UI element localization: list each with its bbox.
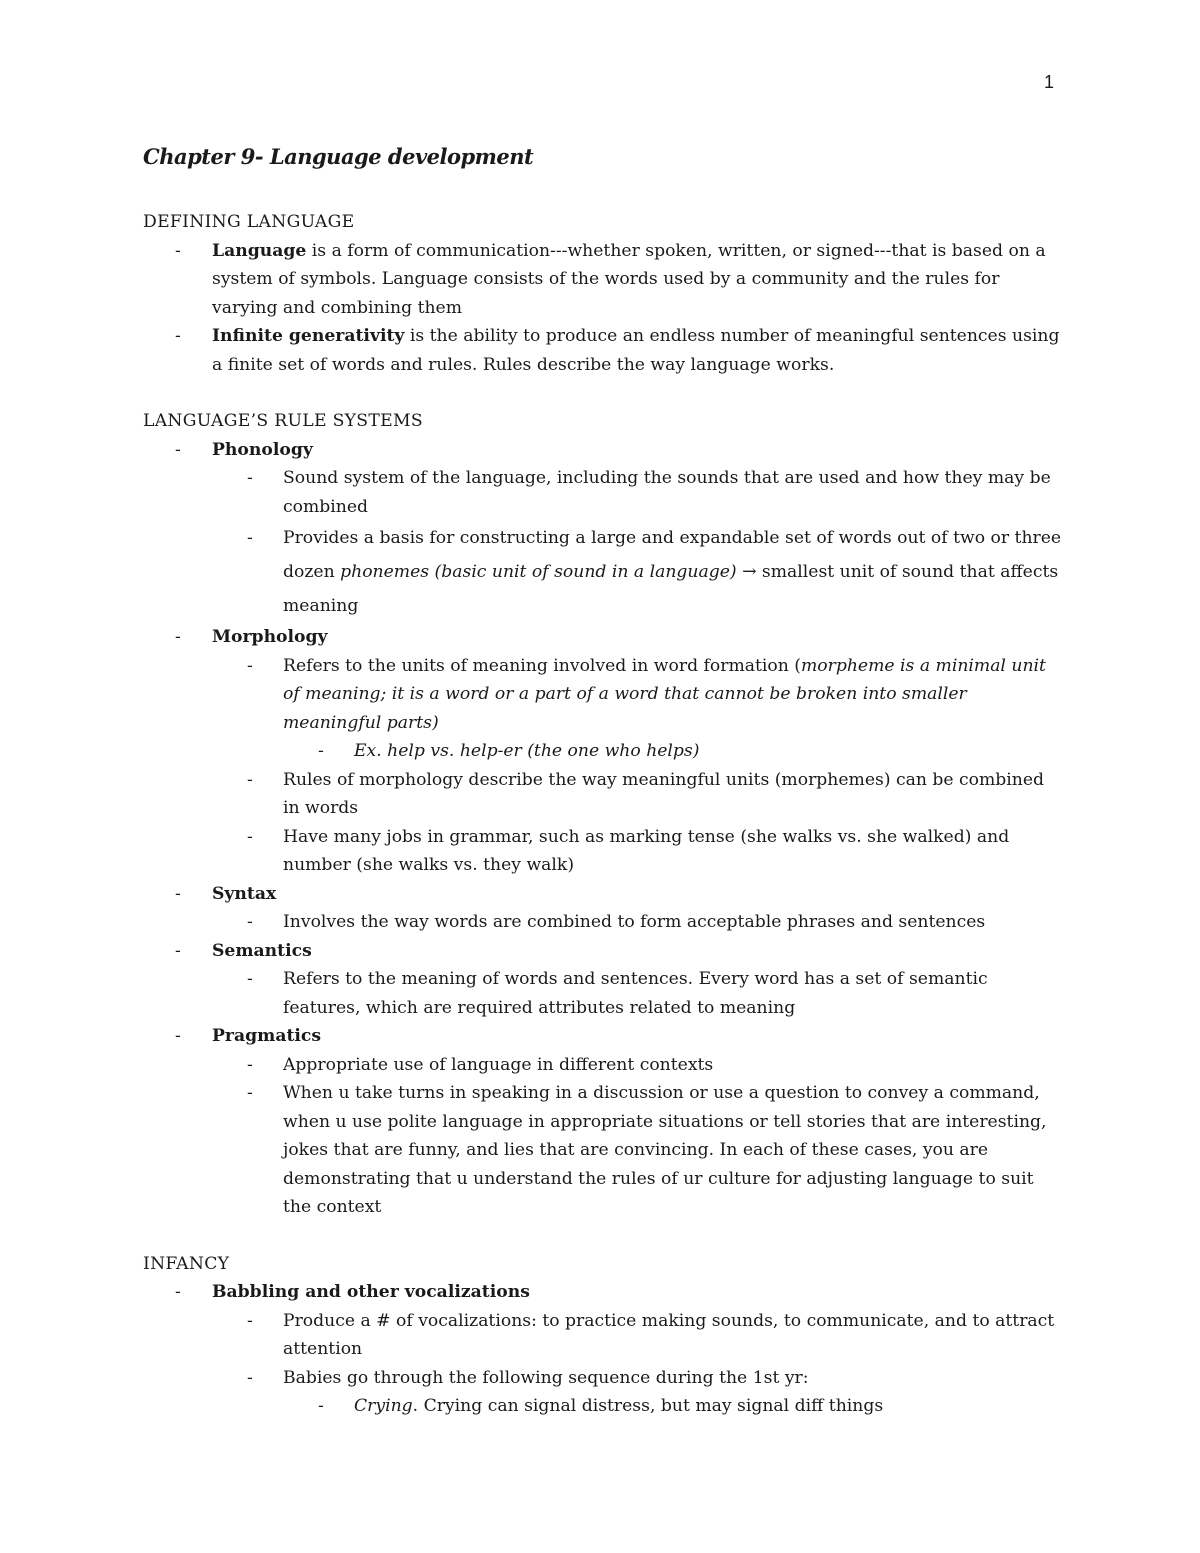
list-subsubitem-crying (143, 1392, 1063, 1421)
list-item-babbling (143, 1278, 1063, 1307)
morpheme-definition: morpheme is a minimal unit of meaning; it is a word or a part of a word that cannot be broken into smaller meaningful parts) (283, 655, 1046, 733)
bullet-dash: - (175, 439, 181, 460)
list-subitem-babbling-2 (143, 1364, 1063, 1393)
bullet-dash: - (247, 826, 253, 847)
term-semantics: Semantics (212, 940, 312, 961)
list-subitem-pragmatics-1 (143, 1051, 1063, 1080)
bullet-dash: - (247, 655, 253, 676)
chapter-title: Chapter 9- Language development (143, 144, 534, 169)
list-item-language (143, 237, 1063, 323)
list-subitem-morphology-1 (143, 652, 1063, 738)
list-subitem-semantics-1 (143, 965, 1063, 1022)
term-babbling: Babbling and other vocalizations (212, 1282, 530, 1302)
crying-definition: . Crying can signal distress, but may signal diff things (412, 1396, 884, 1416)
bullet-dash: - (247, 1083, 253, 1103)
phonology-text-2a: Provides a basis for constructing a large and expandable set of words out of two or three dozen (283, 528, 1062, 582)
babbling-text-1: Produce a # of vocalizations: to practice making sounds, to communicate, and to attract attention (283, 1310, 1055, 1359)
page-number: 1 (1044, 72, 1055, 92)
semantics-text-1: Refers to the meaning of words and sentences. Every word has a set of semantic features, which are required attributes related to meaning (283, 969, 988, 1018)
bullet-dash: - (175, 627, 181, 647)
term-pragmatics: Pragmatics (212, 1026, 322, 1046)
list-item-morphology (143, 623, 1063, 652)
section-heading-defining-language: DEFINING LANGUAGE (143, 212, 355, 232)
list-item-semantics (143, 937, 1063, 966)
pragmatics-text-2: When u take turns in speaking in a discussion or use a question to convey a command, when u use polite language in appropriate situations or tell stories that are interesting, jokes that are funny, and lies that are convincing. In each of these cases, you are demonstrating that u understand the rules of ur culture for adjusting language to suit the context (283, 1083, 1047, 1217)
list-subitem-morphology-3 (143, 823, 1063, 880)
section-heading-rule-systems: LANGUAGE’S RULE SYSTEMS (143, 411, 423, 431)
term-morphology: Morphology (212, 627, 328, 647)
section-heading-infancy: INFANCY (143, 1253, 230, 1274)
list-item-infinite-generativity (143, 322, 1063, 379)
bullet-dash: - (175, 883, 181, 904)
phonology-text-1: Sound system of the language, including the sounds that are used and how they may be combined (283, 468, 1051, 517)
bullet-dash: - (247, 1367, 253, 1388)
morphology-text-1a: Refers to the units of meaning involved in word formation ( (283, 655, 801, 676)
bullet-dash: - (247, 1054, 253, 1075)
morphology-example: Ex. help vs. help-er (the one who helps) (354, 741, 700, 761)
bullet-dash: - (175, 1282, 181, 1302)
bullet-dash: - (175, 940, 181, 961)
definition-language: is a form of communication---whether spoken, written, or signed---that is based on a system of symbols. Language consists of the words used by a community and the rules for varying and combining them (212, 240, 1046, 318)
bullet-dash: - (175, 326, 181, 346)
babbling-text-2: Babies go through the following sequence during the 1st yr: (283, 1367, 809, 1388)
list-subitem-phonology-1 (143, 464, 1063, 521)
list-item-syntax (143, 880, 1063, 909)
list-item-pragmatics (143, 1022, 1063, 1051)
bullet-dash: - (175, 1026, 181, 1046)
bullet-dash: - (247, 912, 253, 932)
bullet-dash: - (247, 1310, 253, 1331)
bullet-dash: - (247, 769, 253, 790)
list-subitem-syntax-1 (143, 908, 1063, 937)
bullet-dash: - (247, 969, 253, 989)
term-crying: Crying (354, 1396, 413, 1416)
bullet-dash: - (318, 741, 324, 761)
list-item-phonology (143, 436, 1063, 465)
list-subitem-pragmatics-2 (143, 1079, 1063, 1222)
morphology-text-2: Rules of morphology describe the way meaningful units (morphemes) can be combined in words (283, 769, 1045, 818)
list-subitem-morphology-2 (143, 766, 1063, 823)
list-subsubitem-morphology-example (143, 737, 1063, 766)
bullet-dash: - (318, 1396, 324, 1416)
term-infinite-generativity: Infinite generativity (212, 326, 405, 346)
document-body (143, 140, 1063, 1421)
list-subitem-babbling-1 (143, 1307, 1063, 1364)
syntax-text-1: Involves the way words are combined to form acceptable phrases and sentences (283, 912, 986, 932)
bullet-dash: - (175, 240, 181, 261)
pragmatics-text-1: Appropriate use of language in different contexts (283, 1054, 714, 1075)
term-syntax: Syntax (212, 883, 277, 904)
term-language: Language (212, 240, 307, 261)
definition-infinite-generativity: is the ability to produce an endless number of meaningful sentences using a finite set of words and rules. Rules describe the way language works. (212, 326, 1060, 375)
list-subitem-phonology-2 (143, 521, 1063, 623)
bullet-dash: - (247, 528, 253, 548)
phonemes-definition: phonemes (basic unit of sound in a language) (340, 562, 737, 582)
bullet-dash: - (247, 468, 253, 488)
morphology-text-3: Have many jobs in grammar, such as marking tense (she walks vs. she walked) and number (she walks vs. they walk) (283, 826, 1010, 875)
term-phonology: Phonology (212, 439, 313, 460)
phonology-text-2b: → smallest unit of sound that affects meaning (283, 562, 1059, 616)
